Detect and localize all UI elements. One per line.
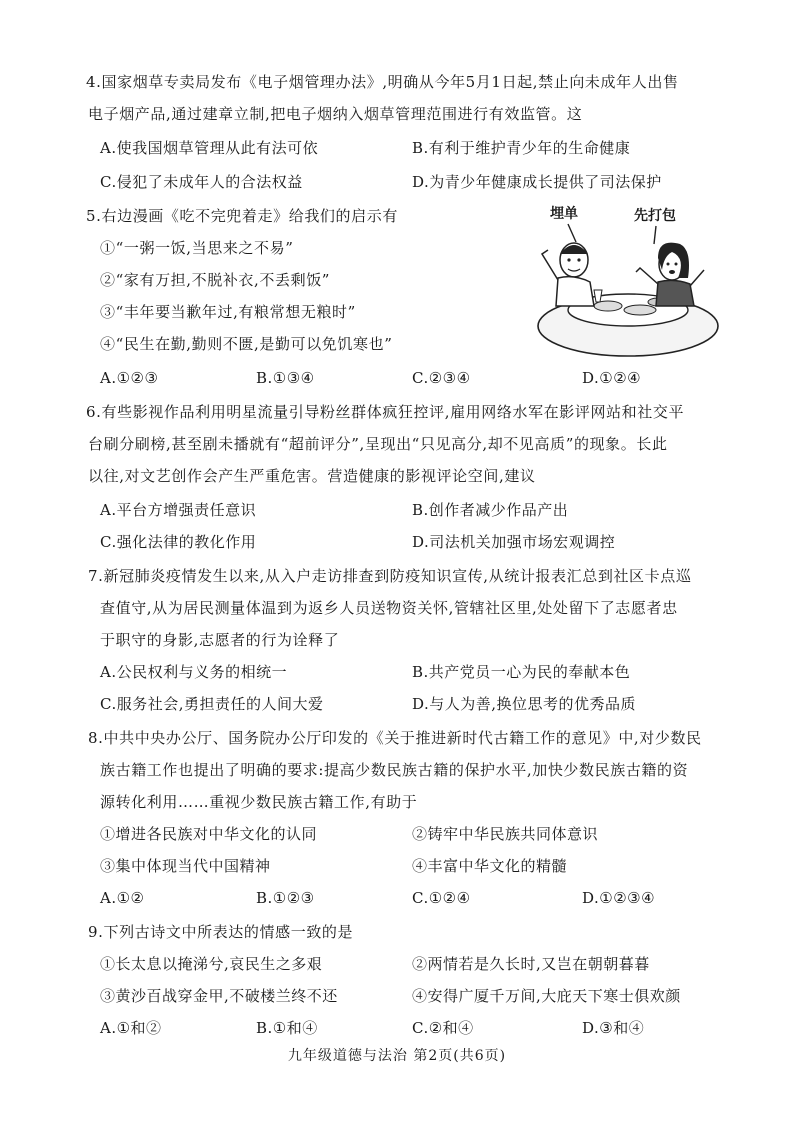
q9-option-c: C.②和④ [412, 1019, 474, 1037]
q5-item-3: ③“丰年要当歉年过,有粮常想无粮时” [100, 303, 356, 321]
q9-item-2: ②两情若是久长时,又岂在朝朝暮暮 [412, 955, 650, 973]
q8-item-2: ②铸牢中华民族共同体意识 [412, 825, 599, 843]
q9-item-1: ①长太息以掩涕兮,哀民生之多艰 [100, 955, 323, 973]
q5-stem: 5.右边漫画《吃不完兜着走》给我们的启示有 [86, 207, 398, 225]
q4-option-a: A.使我国烟草管理从此有法可依 [100, 139, 319, 157]
q8-option-b: B.①②③ [256, 889, 315, 907]
q6-option-a: A.平台方增强责任意识 [100, 501, 257, 519]
q5-item-1: ①“一粥一饭,当思来之不易” [100, 239, 294, 257]
q9-stem: 9.下列古诗文中所表达的情感一致的是 [88, 923, 354, 941]
q4-stem-line-1: 4.国家烟草专卖局发布《电子烟管理办法》,明确从今年5月1日起,禁止向未成年人出售 [86, 73, 679, 91]
q8-option-c: C.①②④ [412, 889, 471, 907]
q4-option-b: B.有利于维护青少年的生命健康 [412, 139, 631, 157]
q6-stem-line-2: 台刷分刷榜,甚至剧未播就有“超前评分”,呈现出“只见高分,却不见高质”的现象。长此 [88, 435, 668, 453]
q4-option-d: D.为青少年健康成长提供了司法保护 [412, 173, 662, 191]
cartoon-label-right: 先打包 [634, 208, 676, 224]
q9-option-b: B.①和④ [256, 1019, 318, 1037]
cartoon-illustration [528, 198, 728, 368]
q4-stem-line-2: 电子烟产品,通过建章立制,把电子烟纳入烟草管理范围进行有效监管。这 [88, 105, 583, 123]
q6-option-d: D.司法机关加强市场宏观调控 [412, 533, 616, 551]
q7-stem-line-2: 查值守,从为居民测量体温到为返乡人员送物资关怀,管辖社区里,处处留下了志愿者忠 [100, 599, 678, 617]
q5-option-d: D.①②④ [582, 369, 642, 387]
q9-option-d: D.③和④ [582, 1019, 645, 1037]
q7-stem-line-3: 于职守的身影,志愿者的行为诠释了 [100, 631, 340, 649]
q8-item-3: ③集中体现当代中国精神 [100, 857, 271, 875]
cartoon-drawing [528, 198, 728, 368]
q6-stem-line-3: 以往,对文艺创作会产生严重危害。营造健康的影视评论空间,建议 [88, 467, 536, 485]
q7-option-d: D.与人为善,换位思考的优秀品质 [412, 695, 637, 713]
q8-stem-line-3: 源转化利用……重视少数民族古籍工作,有助于 [100, 793, 418, 811]
q5-option-a: A.①②③ [100, 369, 159, 387]
q7-stem-line-1: 7.新冠肺炎疫情发生以来,从入户走访排查到防疫知识宣传,从统计报表汇总到社区卡点巡 [88, 567, 692, 585]
q8-option-a: A.①② [100, 889, 145, 907]
q4-option-c: C.侵犯了未成年人的合法权益 [100, 173, 303, 191]
q5-option-c: C.②③④ [412, 369, 471, 387]
q6-option-b: B.创作者减少作品产出 [412, 501, 569, 519]
q8-stem-line-1: 8.中共中央办公厅、国务院办公厅印发的《关于推进新时代古籍工作的意见》中,对少数民 [88, 729, 702, 747]
q5-item-4: ④“民生在勤,勤则不匮,是勤可以免饥寒也” [100, 335, 393, 353]
q9-option-a: A.①和② [100, 1019, 162, 1037]
q7-option-b: B.共产党员一心为民的奉献本色 [412, 663, 631, 681]
q9-item-3: ③黄沙百战穿金甲,不破楼兰终不还 [100, 987, 338, 1005]
q7-option-c: C.服务社会,勇担责任的人间大爱 [100, 695, 324, 713]
cartoon-label-left: 埋单 [550, 206, 578, 222]
q8-option-d: D.①②③④ [582, 889, 656, 907]
q9-item-4: ④安得广厦千万间,大庇天下寒士俱欢颜 [412, 987, 681, 1005]
q8-item-1: ①增进各民族对中华文化的认同 [100, 825, 318, 843]
q7-option-a: A.公民权利与义务的相统一 [100, 663, 288, 681]
page-footer: 九年级道德与法治 第2页(共6页) [287, 1048, 507, 1064]
q6-stem-line-1: 6.有些影视作品利用明星流量引导粉丝群体疯狂控评,雇用网络水军在影评网站和社交平 [86, 403, 685, 421]
q8-stem-line-2: 族古籍工作也提出了明确的要求:提高少数民族古籍的保护水平,加快少数民族古籍的资 [100, 761, 689, 779]
q5-item-2: ②“家有万担,不脱补衣,不丢剩饭” [100, 271, 331, 289]
q6-option-c: C.强化法律的教化作用 [100, 533, 257, 551]
q5-option-b: B.①③④ [256, 369, 315, 387]
q8-item-4: ④丰富中华文化的精髓 [412, 857, 568, 875]
